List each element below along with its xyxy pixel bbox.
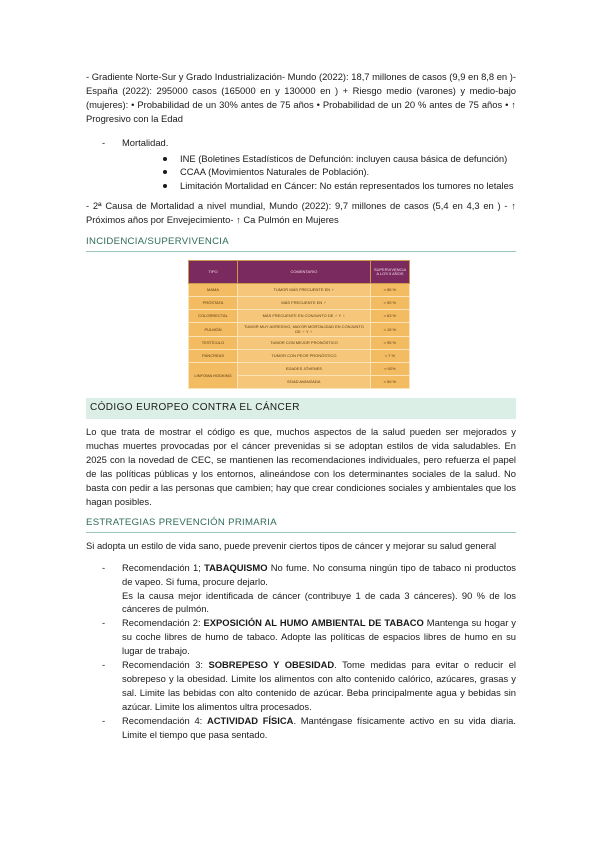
table-cell: < 7 % [370,350,409,363]
table-cell: ≈ 92% [370,363,409,376]
table-row [189,310,410,323]
list-item: INE (Boletines Estadísticos de Defunción: incluyen causa básica de defunción) [178,152,516,166]
recommendations-list [86,561,516,742]
list-item [86,714,516,742]
mortalidad-bullets [122,152,516,194]
table-cell: LINFOMA HODKING [189,363,238,389]
table-cell: MÁS FRECUENTE EN CONJUNTO DE ♂ Y ♀ [238,310,371,323]
list-item: Limitación Mortalidad en Cáncer: No están representados los tumores no letales [178,179,516,193]
mortalidad-label: Mortalidad. [122,136,169,148]
table-row [189,297,410,310]
table-row [189,363,410,376]
table-cell: TESTÍCULO [189,337,238,350]
table-row [189,350,410,363]
table-cell: ≈ 95 % [370,337,409,350]
rec-text: Mantenga su hogar y su coche libres de humo de tabaco. Adopte las políticas de espacios libres de humo en su lugar de trabajo. [122,617,516,657]
section-heading-estrategias: ESTRATEGIAS PREVENCIÓN PRIMARIA [86,516,516,533]
document-page [86,70,516,742]
rec-prefix: Recomendación 1; [122,561,205,573]
table-cell: PULMÓN [189,323,238,337]
table-cell: EDADES JÓVENES [238,363,371,376]
mortalidad-item [86,136,516,194]
table-row [189,323,410,337]
table-cell: ≈ 63 % [370,310,409,323]
rec-prefix: Recomendación 2: [122,617,204,629]
table-cell: MAMA [189,284,238,297]
table-cell: TUMOR CON MEJOR PRONÓSTICO [238,337,371,350]
table-cell: EDAD AVANZADA [238,376,371,389]
table-cell: TUMOR MÁS FRECUENTE EN ♀ [238,284,371,297]
table-cell: TUMOR CON PEOR PRONÓSTICO [238,350,371,363]
table-header: COMENTARIO [238,261,371,284]
rec-text: . Manténgase físicamente activo en su vida diaria. Limite el tiempo que pasa sentado. [122,714,516,740]
table-cell: TUMOR MUY AGRESIVO, MAYOR MORTALIDAD EN CONJUNTO DE ♂ Y ♀ [238,323,371,337]
rec-prefix: Recomendación 3: [122,659,209,671]
table-cell: PRÓSTATA [189,297,238,310]
table-cell: ≈ 90 % [370,297,409,310]
rec-title: TABAQUISMO [204,561,268,573]
table-cell: ≈ 15 % [370,323,409,337]
rec-prefix: Recomendación 4: [122,714,207,726]
list-item [86,561,516,617]
table-cell: COLORRECTAL [189,310,238,323]
table-row [189,284,410,297]
list-item [86,616,516,658]
list-item [86,658,516,714]
estrategias-intro: Si adopta un estilo de vida sano, puede prevenir ciertos tipos de cáncer y mejorar su salud general [86,539,497,551]
section-heading-codigo: CÓDIGO EUROPEO CONTRA EL CÁNCER [86,398,516,419]
table-header: SUPERVIVENCIA A LOS 5 AÑOS [370,261,409,284]
rec-text: . Tome medidas para evitar o reducir el sobrepeso y la obesidad. Limite los alimentos con alto contenido calórico, azúcares, grasas y sal. Limite las bebidas con alto contenido de azúcar. Beba principalmente agua y bebidas sin azúcar. Limite los alimentos ultra procesados. [122,659,517,712]
list-item: CCAA (Movimientos Naturales de Población). [178,165,516,179]
codigo-paragraph: Lo que trata de mostrar el código es que, muchos aspectos de la salud pueden ser mejorados y muchas muertes provocadas por el cáncer prevenidas si se adoptan estilos de vida saludables. En 2025 con la novedad de CEC, se mantienen las recomendaciones individuales, pero refuerza el papel de las políticas públicas y los entornos, alineándose con los determinantes sociales de la salud. No basta con pedir a las personas que cambien; hay que crear condiciones sociales y ambientales que los hagan posibles. [86,426,516,507]
section-heading-incidencia: INCIDENCIA/SUPERVIVENCIA [86,235,516,252]
rec-title: EXPOSICIÓN AL HUMO AMBIENTAL DE TABACO [203,617,424,629]
table-header-row [189,261,410,284]
intro-paragraph: - Gradiente Norte-Sur y Grado Industrialización- Mundo (2022): 18,7 millones de casos (9,9 en 8,8 en )- España (2022): 295000 casos (165000 en y 130000 en ) + Riesgo medio (varones) y medio-bajo (mujeres): • Probabilidad de un 30% antes de 75 años • Probabilidad de un 20 % antes de 75 años • ↑ Progresivo con la Edad [86,71,516,124]
table-cell: ≈ 85 % [370,284,409,297]
mortalidad-paragraph: - 2ª Causa de Mortalidad a nivel mundial, Mundo (2022): 9,7 millones de casos (5,4 en 4,3 en ) - ↑ Próximos años por Envejecimiento- ↑ Ca Pulmón en Mujeres [86,200,516,226]
table-cell: PÁNCREAS [189,350,238,363]
rec-title: SOBREPESO Y OBESIDAD [208,659,335,671]
table-cell: MÁS FRECUENTE EN ♂ [238,297,371,310]
table-header: TIPO [189,261,238,284]
rec-title: ACTIVIDAD FÍSICA [206,714,294,726]
mortalidad-list [86,136,516,194]
table-row [189,337,410,350]
table-cell: ≈ 50 % [370,376,409,389]
rec-text: No fume. No consuma ningún tipo de tabaco ni productos de vapeo. Si fuma, procure dejarlo. [122,561,516,587]
incidence-table [188,260,410,389]
rec-extra: Es la causa mejor identificada de cáncer (contribuye 1 de cada 3 cánceres). 90 % de los cánceres de pulmón. [122,589,516,615]
